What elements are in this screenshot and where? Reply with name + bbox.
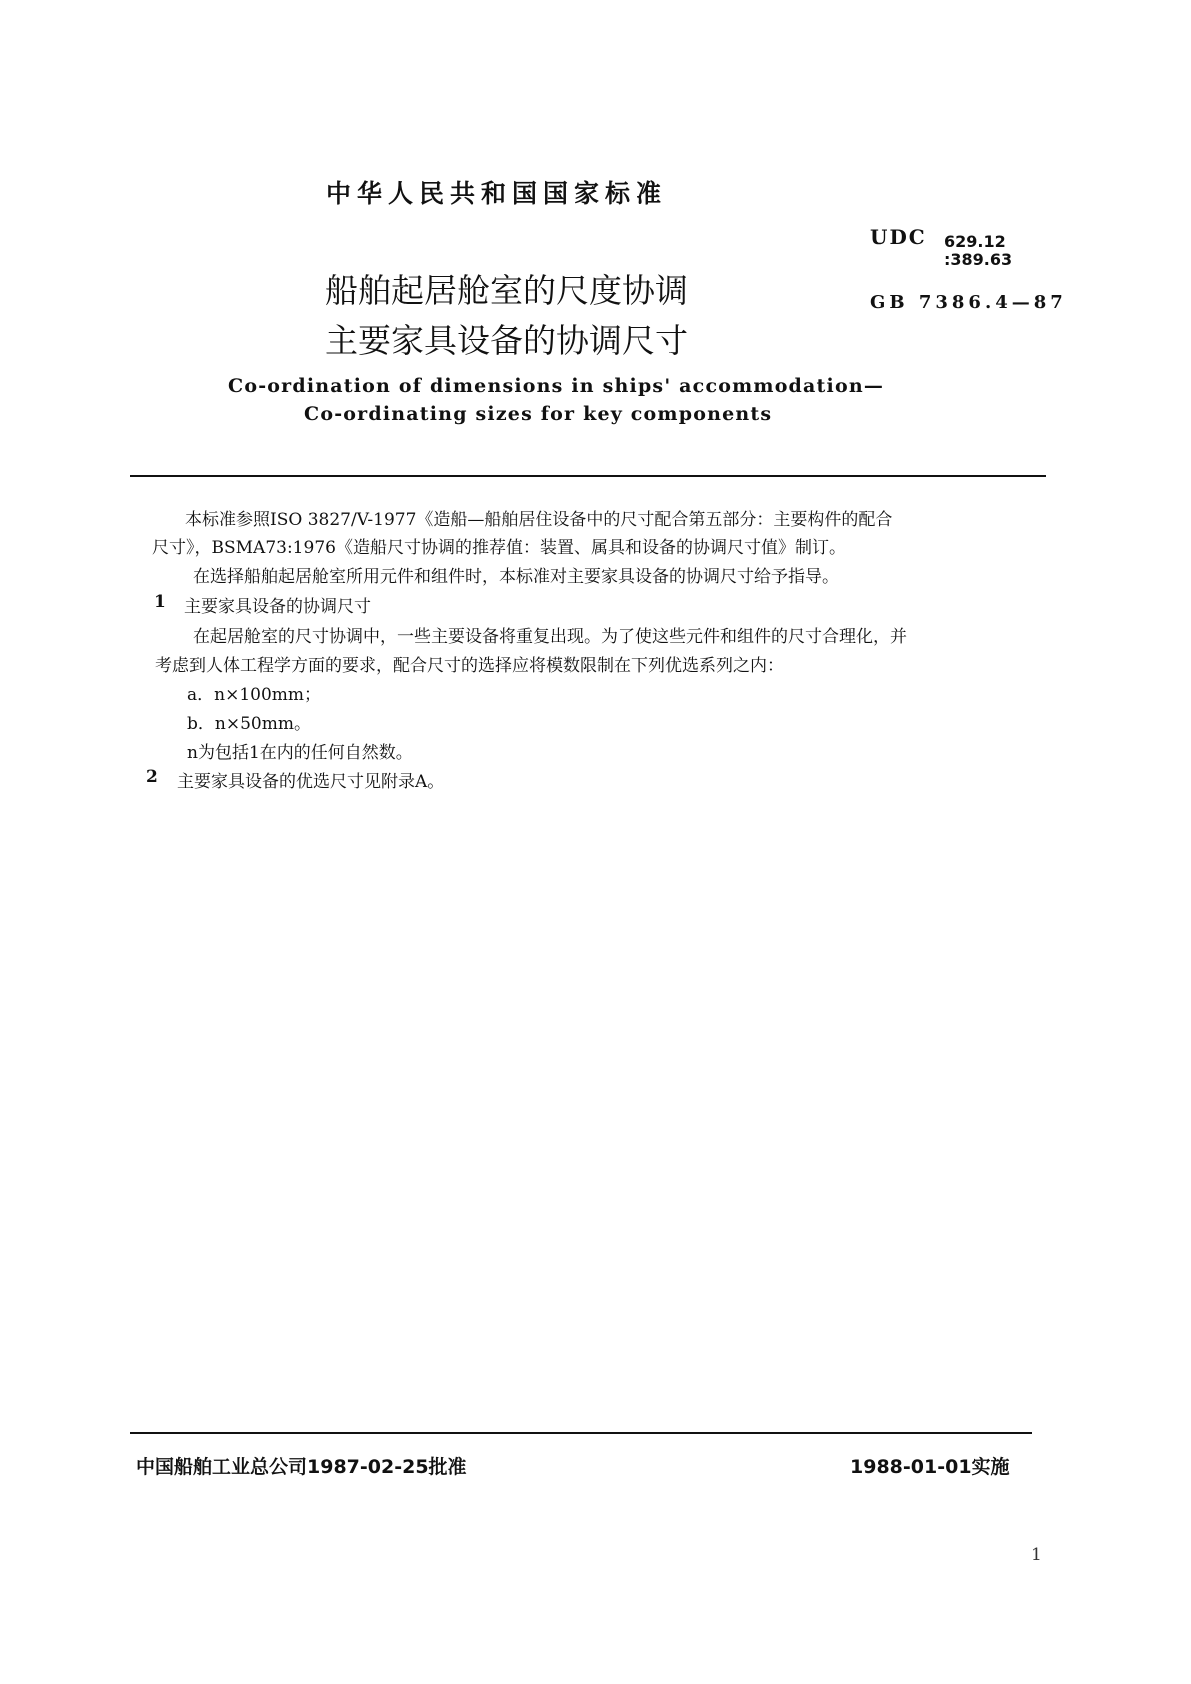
udc-code-line1: 629.12 <box>944 232 1006 251</box>
header-divider <box>130 475 1046 477</box>
section1-number: 1 <box>154 592 166 612</box>
section2-title: 主要家具设备的优选尺寸见附录A。 <box>177 772 445 792</box>
section1-title: 主要家具设备的协调尺寸 <box>184 597 371 617</box>
list-item-a: a．n×100mm； <box>187 685 322 705</box>
chinese-title-line1: 船舶起居舱室的尺度协调 <box>325 271 688 310</box>
effective-date: 1988-01-01实施 <box>850 1456 1010 1478</box>
gb-standard-code: GB 7386.4—87 <box>870 292 1067 313</box>
english-title-line2: Co-ordinating sizes for key components <box>304 403 773 425</box>
page-number: 1 <box>1031 1545 1042 1565</box>
section1-line2: 考虑到人体工程学方面的要求，配合尺寸的选择应将模数限制在下列优选系列之内： <box>155 656 784 676</box>
footer-divider <box>130 1432 1032 1434</box>
udc-code-line2: :389.63 <box>944 250 1013 269</box>
section1-line1: 在起居舱室的尺寸协调中，一些主要设备将重复出现。为了使这些元件和组件的尺寸合理化，并 <box>193 627 907 647</box>
intro-paragraph2: 在选择船舶起居舱室所用元件和组件时，本标准对主要家具设备的协调尺寸给予指导。 <box>193 567 839 587</box>
intro-line1: 本标准参照ISO 3827/V-1977《造船—船舶居住设备中的尺寸配合第五部分：主要构件的配合 <box>185 510 893 530</box>
approval-date: 中国船舶工业总公司1987-02-25批准 <box>136 1456 467 1478</box>
udc-label: UDC <box>870 225 927 249</box>
chinese-title-line2: 主要家具设备的协调尺寸 <box>325 321 688 360</box>
note-n-definition: n为包括1在内的任何自然数。 <box>187 743 413 763</box>
intro-line2: 尺寸》，BSMA73:1976《造船尺寸协调的推荐值：装置、属具和设备的协调尺寸值》制订。 <box>152 538 846 558</box>
english-title-line1: Co-ordination of dimensions in ships' accommodation— <box>228 375 885 397</box>
list-item-b: b．n×50mm。 <box>187 714 311 734</box>
section2-number: 2 <box>146 767 158 787</box>
national-standard-heading: 中华人民共和国国家标准 <box>326 179 668 208</box>
